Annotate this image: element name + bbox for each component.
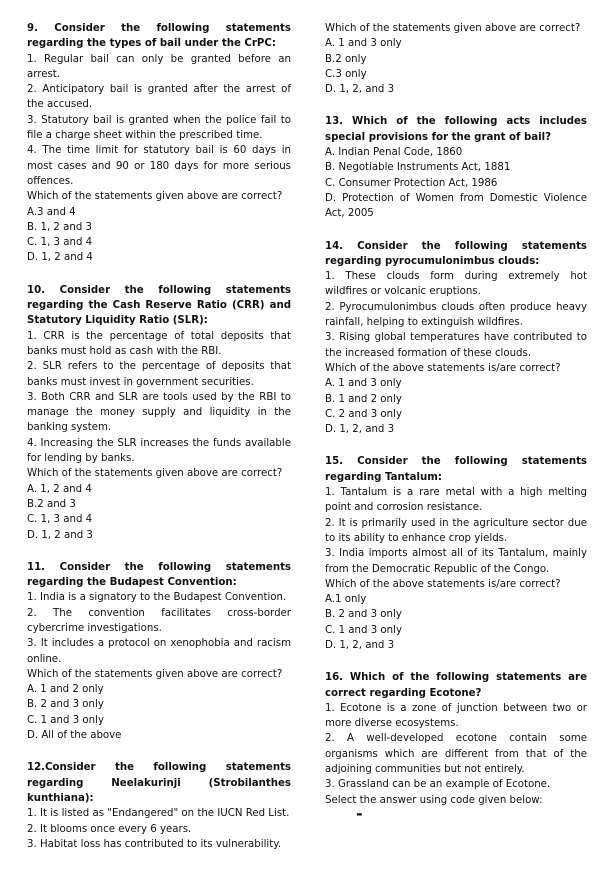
question-line: D. 1, 2, and 3 — [325, 639, 395, 651]
question-line: A. Indian Penal Code, 1860 — [325, 147, 463, 159]
question-line: B. 2 and 3 only — [325, 609, 402, 621]
question-line: C. 1 and 3 only — [27, 714, 104, 726]
question-block — [325, 114, 587, 221]
question-line: 3. It includes a protocol on xenophobia and racism online. — [27, 638, 291, 665]
question-title: 12.Consider the following statements regarding Neelakurinji (Strobilanthes kunthiana): — [27, 762, 291, 804]
question-line: 1. It is listed as "Endangered" on the IUCN Red List. — [27, 808, 290, 820]
question-line: B. Negotiable Instruments Act, 1881 — [325, 162, 511, 174]
question-line: B. 2 and 3 only — [27, 699, 104, 711]
question-block — [27, 283, 291, 543]
question-line: C. 1 and 3 only — [325, 624, 402, 636]
question-line: A. 1 and 3 only — [325, 38, 402, 50]
question-line: 1. CRR is the percentage of total deposits that banks must hold as cash with the RBI. — [27, 330, 291, 357]
question-line: 2. The convention facilitates cross-border cybercrime investigations. — [27, 607, 291, 634]
question-block — [325, 454, 587, 653]
question-line: A.3 and 4 — [27, 206, 76, 218]
question-line: B.2 and 3 — [27, 498, 76, 510]
question-title: 15. Consider the following statements regarding Tantalum: — [325, 456, 587, 483]
question-title: 16. Which of the following statements are correct regarding Ecotone? — [325, 672, 587, 699]
question-title: 14. Consider the following statements regarding pyrocumulonimbus clouds: — [325, 240, 587, 267]
question-line: D. 1, 2, and 3 — [325, 424, 395, 436]
right-column — [325, 21, 587, 825]
question-line: Which of the above statements is/are correct? — [325, 362, 561, 374]
question-line: D. Protection of Women from Domestic Violence Act, 2005 — [325, 192, 587, 220]
left-column — [27, 21, 291, 869]
question-line: Which of the statements given above are correct? — [27, 468, 283, 480]
question-line: 2. It blooms once every 6 years. — [27, 823, 192, 835]
question-line: Which of the statements given above are correct? — [325, 23, 581, 34]
question-line: 4. Increasing the SLR increases the funds available for lending by banks. — [27, 437, 291, 465]
question-line: C. 1, 3 and 4 — [27, 514, 93, 526]
question-title: 11. Consider the following statements regarding the Budapest Convention: — [27, 561, 291, 589]
question-block — [27, 560, 291, 744]
question-line: 1. Regular bail can only be granted before an arrest. — [27, 53, 291, 80]
question-line: A. 1, 2 and 4 — [27, 483, 92, 495]
question-line: 2. A well-developed ecotone contain some organisms which are different from that of the adjoining communities but not entirely. — [325, 733, 587, 776]
question-block — [325, 670, 587, 808]
question-line: 2. SLR refers to the percentage of deposits that banks must invest in government securities. — [27, 361, 291, 388]
question-title: 13. Which of the following acts includes special provisions for the grant of bail? — [325, 116, 587, 143]
question-line: C. 2 and 3 only — [325, 408, 402, 420]
question-line: 1. These clouds form during extremely hot wildfires or volcanic eruptions. — [325, 271, 587, 298]
question-line: 1. Tantalum is a rare metal with a high melting point and corrosion resistance. — [325, 487, 587, 514]
question-line: D. 1, 2 and 4 — [27, 252, 93, 264]
question-line: 2. Pyrocumulonimbus clouds often produce heavy rainfall, helping to extinguish wildfires. — [325, 301, 587, 329]
question-line: B. 1, 2 and 3 — [27, 221, 93, 233]
question-line: 3. Both CRR and SLR are tools used by the RBI to manage the money supply and liquidity in the banking system. — [27, 391, 291, 434]
question-line: A. 1 and 2 only — [27, 684, 104, 696]
question-line: Which of the above statements is/are correct? — [325, 578, 561, 590]
question-line: D. 1, 2, and 3 — [325, 84, 395, 96]
question-line: 3. India imports almost all of its Tantalum, mainly from the Democratic Republic of the Congo. — [325, 548, 587, 575]
question-block — [325, 239, 587, 438]
question-line: Which of the statements given above are correct? — [27, 191, 283, 203]
question-line: D. 1, 2 and 3 — [27, 529, 93, 541]
page-footer-mark: - — [356, 804, 363, 823]
question-line: 3. Statutory bail is granted when the police fail to file a charge sheet within the prescribed time. — [27, 114, 291, 142]
question-line: 2. It is primarily used in the agriculture sector due to its ability to enhance crop yields. — [325, 517, 587, 544]
question-block — [325, 21, 587, 97]
question-line: 3. Grassland can be an example of Ecotone. — [325, 779, 551, 791]
question-line: A.1 only — [325, 594, 367, 606]
question-line: 4. The time limit for statutory bail is 60 days in most cases and 90 or 180 days for more serious offences. — [27, 145, 291, 187]
question-line: B.2 only — [325, 53, 367, 65]
question-line: B. 1 and 2 only — [325, 393, 402, 405]
question-line: C. Consumer Protection Act, 1986 — [325, 177, 498, 189]
question-title: 9. Consider the following statements regarding the types of bail under the CrPC: — [27, 23, 291, 50]
question-block — [27, 21, 291, 266]
question-line: 3. Rising global temperatures have contributed to the increased formation of these clouds. — [325, 332, 587, 359]
question-block — [27, 760, 291, 852]
question-line: C.3 only — [325, 68, 367, 80]
question-line: Select the answer using code given below: — [325, 794, 543, 806]
question-line: D. All of the above — [27, 730, 122, 742]
question-line: A. 1 and 3 only — [325, 378, 402, 390]
question-title: 10. Consider the following statements regarding the Cash Reserve Ratio (CRR) and Statutory Liquidity Ratio (SLR): — [27, 284, 291, 327]
question-line: C. 1, 3 and 4 — [27, 237, 93, 249]
question-line: 2. Anticipatory bail is granted after the arrest of the accused. — [27, 84, 291, 111]
question-line: Which of the statements given above are correct? — [27, 668, 283, 680]
question-line: 3. Habitat loss has contributed to its vulnerability. — [27, 838, 282, 850]
question-line: 1. India is a signatory to the Budapest Convention. — [27, 592, 287, 604]
question-line: 1. Ecotone is a zone of junction between two or more diverse ecosystems. — [325, 702, 587, 730]
